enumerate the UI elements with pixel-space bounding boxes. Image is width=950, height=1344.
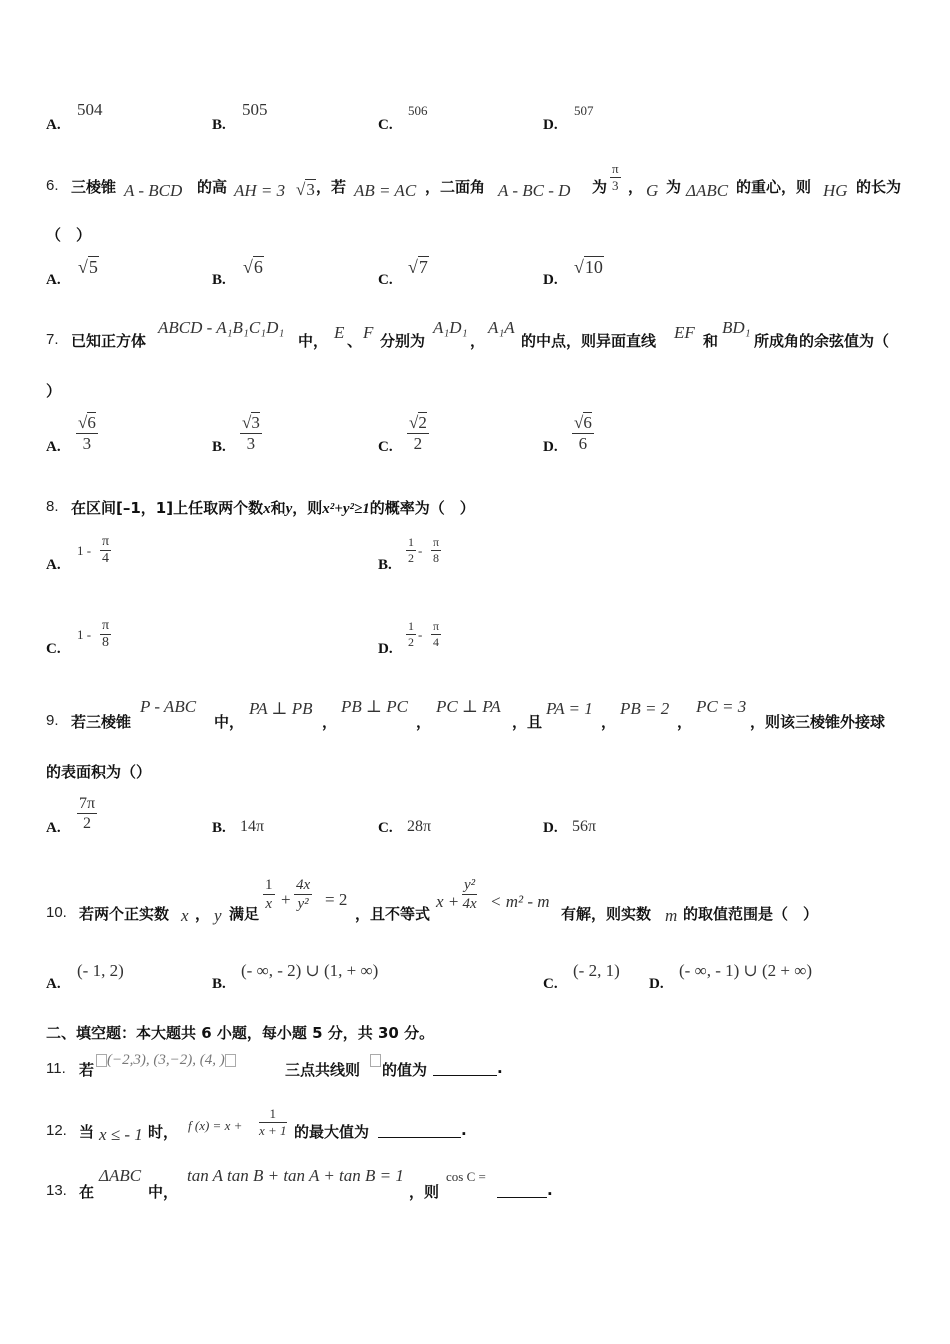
- q13-period: .: [547, 1181, 553, 1199]
- q7-text: 、: [347, 332, 363, 350]
- q5-option-b-value: 505: [242, 100, 268, 119]
- numerator: 1: [259, 1107, 287, 1123]
- q6-text: ，若: [316, 178, 347, 196]
- denominator: 4: [102, 551, 110, 567]
- q10-option-b-value: (- ∞, - 2) ∪ (1, + ∞): [241, 961, 379, 980]
- q6-sqrt3: √3: [296, 180, 315, 199]
- q7-text: 和: [703, 332, 719, 350]
- denominator: y²: [297, 896, 309, 913]
- q5-option-a-value: 504: [77, 100, 103, 119]
- q9-option-b-label: B.: [212, 820, 226, 836]
- q9-text: ，则该三棱锥外接球: [750, 713, 886, 731]
- q13-math: tan A tan B + tan A + tan B = 1: [187, 1166, 404, 1185]
- q6-fraction-pi-3: [610, 162, 621, 194]
- denominator: 8: [433, 550, 440, 565]
- q5-option-a-label: A.: [46, 117, 61, 133]
- q9-math: PA ⊥ PB: [249, 699, 313, 718]
- q12-math: f (x) = x +: [188, 1118, 243, 1133]
- q6-answer-paren: （ ）: [46, 226, 92, 244]
- q10-option-c-label: C.: [543, 976, 558, 992]
- q7-text: 已知正方体: [71, 332, 147, 350]
- q7-option-c-label: C.: [378, 439, 393, 455]
- q8-option-c-pre: 1 -: [77, 627, 92, 642]
- q8-text: [71, 497, 475, 518]
- q6-text: 为: [592, 178, 608, 196]
- q6-text: 三棱锥: [71, 178, 117, 196]
- q8-text-1: 在区间[–1，1]上任取两个数: [71, 499, 264, 517]
- q8-option-d-frac2: [431, 620, 441, 649]
- q5-option-c-label: C.: [378, 117, 393, 133]
- q7-option-d-value: $\frac{√6}{6}$: [574, 413, 592, 453]
- q12-period: .: [461, 1121, 467, 1139]
- numerator: π: [433, 619, 440, 633]
- q5-option-d-label: D.: [543, 117, 558, 133]
- q9-number: 9.: [46, 712, 59, 729]
- numerator: 1: [408, 535, 414, 549]
- q10-math: x +: [436, 892, 460, 911]
- q6-text: ，二面角: [425, 178, 486, 196]
- q7-option-a-label: A.: [46, 439, 61, 455]
- q10-text: 的取值范围是（ ）: [683, 905, 819, 923]
- q8-option-a-frac: [100, 534, 111, 568]
- q11-answer-blank[interactable]: [433, 1061, 497, 1076]
- numerator: 7π: [77, 795, 97, 814]
- q9-comma: ，: [601, 713, 617, 731]
- radicand: 5: [88, 257, 98, 277]
- radicand: 6: [87, 413, 96, 432]
- denominator: 2: [83, 815, 92, 833]
- q12-text: 当: [79, 1123, 95, 1141]
- q7-option-b-value: $\frac{√3}{3}$: [242, 413, 260, 453]
- q9-option-a-value: [77, 795, 97, 834]
- q7-text: 中，: [298, 332, 329, 350]
- q13-answer-blank[interactable]: [497, 1183, 547, 1198]
- q6-math: A - BC - D: [498, 181, 571, 200]
- q8-option-b-frac1: [406, 536, 416, 565]
- q10-number: 10.: [46, 904, 67, 921]
- q7-math: ABCD - A₁B₁C₁D₁: [158, 318, 285, 337]
- q11-points: [96, 1052, 236, 1069]
- q8-then: ，则: [292, 499, 323, 517]
- q9-math: PB = 2: [620, 699, 670, 718]
- q6-text: 的高: [197, 178, 228, 196]
- q10-option-d-value: (- ∞, - 1) ∪ (2 + ∞): [679, 961, 813, 980]
- q9-math: P - ABC: [140, 697, 197, 716]
- denominator: x: [265, 896, 273, 913]
- q7-math: A₁D₁: [433, 318, 468, 337]
- q12-text: 的最大值为: [294, 1123, 370, 1141]
- q10-option-a-label: A.: [46, 976, 61, 992]
- q7-option-a-value: $\frac{√6}{3}$: [78, 413, 96, 453]
- radicand: 10: [584, 257, 603, 277]
- denominator: 8: [102, 635, 110, 651]
- q6-option-c-value: √7: [408, 257, 428, 277]
- q10-comma: ，: [195, 905, 211, 923]
- radicand: 7: [418, 257, 428, 277]
- numerator: 1: [263, 877, 275, 895]
- q6-text: 的重心，则: [736, 178, 812, 196]
- q10-text: ，且不等式: [355, 905, 431, 923]
- denominator: 2: [408, 550, 414, 565]
- q9-text-line2: 的表面积为（）: [46, 763, 152, 781]
- q6-math: AH = 3: [234, 181, 286, 200]
- q8-option-d-frac1: [406, 620, 416, 649]
- q6-option-a-value: √5: [78, 257, 98, 277]
- q9-text: 中，: [214, 713, 245, 731]
- q5-option-d-value: 507: [574, 103, 594, 118]
- q6-number: 6.: [46, 177, 59, 194]
- q13-text: 中，: [148, 1183, 179, 1201]
- q11-text: 三点共线则: [285, 1061, 361, 1079]
- q12-math: x ≤ - 1: [99, 1125, 143, 1144]
- q9-math: PA = 1: [546, 699, 593, 718]
- q7-text: 分别为: [380, 332, 426, 350]
- q12-text: 时，: [148, 1123, 179, 1141]
- placeholder-box-icon: [225, 1054, 236, 1067]
- q10-math: < m² - m: [490, 892, 550, 911]
- q11-text: 的值为: [382, 1061, 428, 1079]
- q12-frac: [259, 1107, 287, 1139]
- q6-option-d-label: D.: [543, 272, 558, 288]
- q7-text: ，: [470, 332, 486, 350]
- q6-math: A - BCD: [124, 181, 183, 200]
- q10-text: 若两个正实数: [79, 905, 170, 923]
- radicand: 2: [418, 413, 427, 432]
- q6-text: ，: [628, 178, 644, 196]
- q6-option-d-value: √10: [574, 257, 603, 277]
- q13-number: 13.: [46, 1182, 67, 1199]
- q8-option-a-label: A.: [46, 557, 61, 573]
- q7-text: 的中点，则异面直线: [521, 332, 657, 350]
- q10-option-a-value: (- 1, 2): [77, 961, 124, 980]
- q8-option-b-frac2: [431, 536, 441, 565]
- q5-option-b-label: B.: [212, 117, 226, 133]
- q9-comma: ，: [416, 713, 432, 731]
- denominator: 3: [82, 433, 92, 453]
- q8-option-a-pre: 1 -: [77, 543, 92, 558]
- q6-text: 的长为: [856, 178, 902, 196]
- q8-option-b-label: B.: [378, 557, 392, 573]
- q10-math: y: [214, 906, 222, 925]
- q6-math: ΔABC: [686, 181, 729, 200]
- q9-math: PC ⊥ PA: [436, 697, 501, 716]
- denominator: 4x: [462, 896, 477, 913]
- q7-math: A₁A: [488, 318, 515, 337]
- q10-math: x: [181, 906, 189, 925]
- q10-frac-4x-y2: [294, 877, 312, 913]
- q9-option-a-label: A.: [46, 820, 61, 836]
- numerator: 1: [408, 619, 414, 633]
- q8-and: 和: [270, 499, 286, 517]
- placeholder-box-icon: [370, 1054, 381, 1067]
- q9-option-c-value: 28π: [407, 818, 432, 835]
- q7-option-b-label: B.: [212, 439, 226, 455]
- numerator: π: [433, 535, 440, 549]
- denominator: 2: [413, 433, 423, 453]
- q7-close-paren: ）: [46, 382, 62, 400]
- q7-math: F: [363, 323, 374, 342]
- q12-answer-blank[interactable]: [378, 1123, 461, 1138]
- q7-option-c-value: $\frac{√2}{2}$: [409, 413, 427, 453]
- q6-math: HG: [823, 181, 848, 200]
- q6-frac-num: π: [612, 161, 619, 176]
- q11-expression: (−2,3), (3,−2), (4, ): [107, 1052, 225, 1068]
- q8-option-b-minus: -: [418, 543, 423, 558]
- denominator: 4: [433, 634, 440, 649]
- q10-eq: = 2: [325, 890, 348, 909]
- denominator: 2: [408, 634, 414, 649]
- numerator: 4x: [294, 877, 312, 895]
- q10-option-b-label: B.: [212, 976, 226, 992]
- q6-option-a-label: A.: [46, 272, 61, 288]
- q10-text: 有解，则实数: [561, 905, 652, 923]
- q7-math: BD₁: [722, 318, 751, 337]
- q9-option-c-label: C.: [378, 820, 393, 836]
- q9-text: ，且: [512, 713, 543, 731]
- q11-period: .: [497, 1059, 503, 1077]
- q13-math: cos C =: [446, 1169, 486, 1184]
- q6-option-b-label: B.: [212, 272, 226, 288]
- denominator: 6: [578, 433, 588, 453]
- q5-option-c-value: 506: [408, 103, 428, 118]
- q13-text: ，则: [409, 1183, 440, 1201]
- q8-option-d-minus: -: [418, 627, 423, 642]
- q12-number: 12.: [46, 1122, 67, 1139]
- denominator: x + 1: [259, 1122, 287, 1138]
- q11-text: 若: [79, 1061, 95, 1079]
- q9-comma: ，: [677, 713, 693, 731]
- q8-expression: x²+y²≥1: [322, 501, 370, 517]
- q6-math: AB = AC: [354, 181, 417, 200]
- numerator: y²: [462, 877, 477, 895]
- denominator: 3: [246, 433, 256, 453]
- q9-option-b-value: 14π: [240, 818, 265, 835]
- q7-math: EF: [674, 323, 695, 342]
- q8-option-d-label: D.: [378, 641, 393, 657]
- q8-text-2: 的概率为（ ）: [369, 499, 475, 517]
- q6-option-c-label: C.: [378, 272, 393, 288]
- q6-text: 为: [666, 178, 682, 196]
- q7-number: 7.: [46, 331, 59, 348]
- q9-comma: ，: [322, 713, 338, 731]
- q9-math: PB ⊥ PC: [341, 697, 408, 716]
- q6-sqrt3-radicand: 3: [306, 180, 315, 199]
- q7-text: 所成角的余弦值为（: [754, 332, 890, 350]
- numerator: π: [100, 618, 111, 635]
- radicand: 6: [253, 257, 263, 277]
- q13-math: ΔABC: [99, 1166, 142, 1185]
- q8-var-x: x: [263, 501, 271, 517]
- q8-option-c-frac: [100, 618, 111, 652]
- q6-option-b-value: √6: [243, 257, 263, 277]
- q8-number: 8.: [46, 498, 59, 515]
- q9-option-d-label: D.: [543, 820, 558, 836]
- q7-option-d-label: D.: [543, 439, 558, 455]
- q10-plus: +: [281, 890, 291, 909]
- q10-option-c-value: (- 2, 1): [573, 961, 620, 980]
- section-2-title: 二、填空题：本大题共 6 小题，每小题 5 分，共 30 分。: [46, 1024, 435, 1042]
- q9-math: PC = 3: [696, 697, 747, 716]
- q11-number: 11.: [46, 1060, 66, 1077]
- q10-math: m: [665, 906, 678, 925]
- q10-frac-y2-4x: [462, 877, 477, 913]
- q9-option-d-value: 56π: [572, 818, 597, 835]
- placeholder-box-icon: [96, 1054, 107, 1067]
- q10-option-d-label: D.: [649, 976, 664, 992]
- q10-text: 满足: [229, 905, 260, 923]
- q9-text: 若三棱锥: [71, 713, 132, 731]
- radicand: 6: [583, 413, 592, 432]
- q8-var-y: y: [285, 501, 293, 517]
- numerator: π: [100, 534, 111, 551]
- q13-text: 在: [79, 1183, 95, 1201]
- q6-math: G: [646, 181, 659, 200]
- q10-frac-1-x: [263, 877, 275, 913]
- q8-option-c-label: C.: [46, 641, 61, 657]
- q7-math: E: [334, 323, 345, 342]
- radicand: 3: [251, 413, 260, 432]
- q6-frac-den: 3: [612, 177, 619, 193]
